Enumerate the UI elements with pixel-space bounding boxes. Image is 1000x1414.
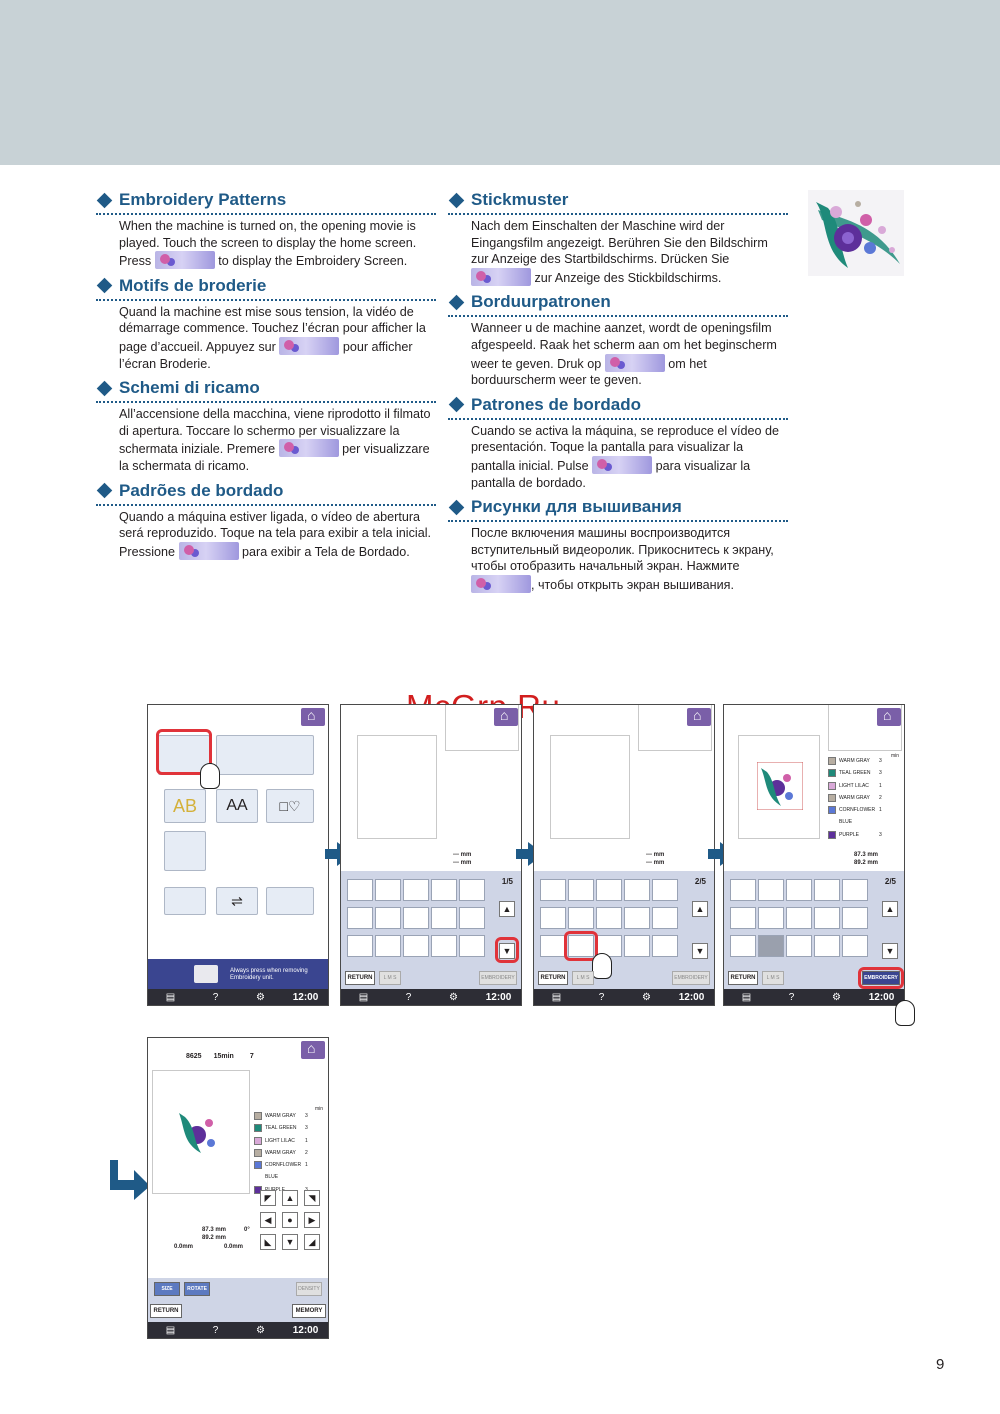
thread-color-swatch: [254, 1124, 262, 1132]
thread-list: [254, 1110, 308, 1196]
section-embroidery-patterns: [96, 190, 436, 270]
time-remaining: 15min: [213, 1053, 234, 1060]
thread-name: WARM GRAY: [839, 794, 870, 801]
section-body-end: to display the Embroidery Screen.: [218, 254, 408, 269]
card-reader-key[interactable]: [164, 887, 206, 915]
move-down-button[interactable]: ▼: [282, 1234, 298, 1250]
embroidery-edit-key[interactable]: [216, 735, 314, 775]
thread-stop-count: 1: [879, 807, 882, 814]
thread-name: LIGHT LILAC: [839, 782, 869, 789]
usb-key[interactable]: ⇌: [216, 887, 258, 915]
thread-stop-count: 1: [879, 782, 882, 789]
thread-name: CORNFLOWER BLUE: [265, 1162, 302, 1181]
thread-name: WARM GRAY: [265, 1113, 296, 1119]
pattern-cell[interactable]: [652, 879, 678, 901]
pattern-preview-icon: [175, 1107, 225, 1157]
pattern-cell[interactable]: [624, 907, 650, 929]
thread-color-swatch: [828, 757, 836, 765]
help-button[interactable]: ?: [598, 991, 605, 1003]
section-heading: Motifs de broderie: [119, 275, 267, 295]
section-schemi-di-ricamo: [96, 378, 436, 474]
pattern-cell[interactable]: [786, 907, 812, 929]
pattern-cell[interactable]: [730, 935, 756, 957]
pattern-cell[interactable]: [652, 907, 678, 929]
embroidery-key-icon: [471, 575, 531, 593]
bullet-diamond-icon: [97, 380, 113, 396]
pattern-panel: [534, 871, 714, 989]
highlight-frame: [495, 937, 519, 963]
memory-button[interactable]: MEMORY: [292, 1304, 326, 1318]
thread-stop-count: 3: [879, 758, 882, 764]
embroidery-key-icon: [179, 542, 239, 560]
highlight-frame: [858, 967, 904, 989]
pattern-cell[interactable]: [459, 879, 485, 901]
settings-icon[interactable]: ⚙: [256, 991, 265, 1003]
pattern-cell[interactable]: [814, 907, 840, 929]
edit-panel: [148, 1278, 328, 1324]
preview-area: [152, 1070, 250, 1194]
pattern-cell[interactable]: [758, 879, 784, 901]
text-column-right: [448, 190, 788, 600]
thread-name: TEAL GREEN: [265, 1125, 297, 1132]
section-body: После включения машины воспроизводится вступительный видеоролик. Прикоснитесь к экрану, чтобы отобразить начальный экран. Нажмите: [471, 526, 774, 574]
thread-stop-count: 1: [305, 1137, 308, 1144]
pattern-cell-selected[interactable]: [758, 935, 784, 957]
stitch-count: 8625: [186, 1053, 202, 1060]
size-readout: 87.3 mm 89.2 mm: [202, 1227, 227, 1241]
embroidery-key-icon: [155, 251, 215, 269]
screen-pattern-select-1: [340, 704, 522, 1006]
embroidery-button[interactable]: EMBROIDERY: [479, 971, 517, 985]
page-indicator: 2/5: [884, 877, 896, 886]
scroll-up-button[interactable]: ▲: [882, 901, 898, 917]
pattern-preview-icon: [757, 762, 803, 810]
rotate-button[interactable]: ROTATE: [184, 1282, 210, 1296]
return-button[interactable]: RETURN: [345, 971, 375, 985]
home-button[interactable]: [494, 708, 518, 726]
status-row: [150, 1040, 300, 1060]
pattern-cell[interactable]: [540, 907, 566, 929]
section-body-end: , чтобы открыть экран вышивания.: [531, 577, 734, 592]
move-up-left-button[interactable]: ◤: [260, 1190, 276, 1206]
section-padroes-de-bordado: [96, 481, 436, 561]
page-indicator: 2/5: [694, 877, 706, 886]
move-down-right-button[interactable]: ◢: [304, 1234, 320, 1250]
clock: 12:00: [292, 991, 319, 1003]
pattern-cell[interactable]: [431, 907, 457, 929]
manual-icon[interactable]: ▤: [165, 991, 176, 1003]
pattern-cell[interactable]: [347, 879, 373, 901]
manual-icon[interactable]: ▤: [165, 1324, 176, 1336]
thread-color-swatch: [254, 1149, 262, 1157]
section-heading: Schemi di ricamo: [119, 378, 260, 398]
pointing-hand-icon: [592, 953, 612, 979]
embroidery-button[interactable]: EMBROIDERY: [862, 971, 900, 985]
section-body: Cuando se activa la máquina, se reproduce el vídeo de presentación. Toque la pantalla para visualizar la pantalla inicial. Pulse: [471, 423, 780, 473]
vertical-offset: 0.0mm: [174, 1244, 194, 1250]
screen-pattern-selected: [723, 704, 905, 1006]
return-button[interactable]: RETURN: [728, 971, 758, 985]
section-borduurpatronen: [448, 292, 788, 388]
min-label: min: [890, 753, 899, 759]
section-body: Quand la machine est mise sous tension, la vidéo de démarrage commence. Touchez l’écran pour afficher la page d’accueil. Appuyez sur: [119, 304, 426, 354]
pattern-cell[interactable]: [842, 935, 868, 957]
clock: 12:00: [292, 1324, 319, 1336]
pointing-hand-icon: [895, 1000, 915, 1026]
section-body-end: om het borduurscherm weer te geven.: [471, 356, 707, 388]
header-band: [0, 0, 1000, 165]
thread-row: [828, 755, 882, 767]
section-heading: Stickmuster: [471, 190, 569, 209]
section-body-end: para visualizar la pantalla de bordado.: [471, 458, 751, 490]
flow-arrow-icon: [104, 1160, 152, 1200]
thread-row: [828, 792, 882, 804]
size-readout: --- mm --- mm: [453, 852, 472, 866]
move-left-button[interactable]: ◀: [260, 1212, 276, 1228]
section-patrones-de-bordado: [448, 395, 788, 491]
pointing-hand-icon: [200, 763, 220, 789]
home-button[interactable]: [877, 708, 901, 726]
pattern-cell[interactable]: [347, 907, 373, 929]
help-button[interactable]: ?: [405, 991, 412, 1003]
help-button[interactable]: ?: [788, 991, 795, 1003]
section-body: Nach dem Einschalten der Maschine wird der Eingangsfilm angezeigt. Berühren Sie den Bildschirm zur Anzeige des Startbildschirms. Drücken Sie: [471, 219, 768, 267]
clock: 12:00: [868, 991, 895, 1003]
thread-stop-count: 2: [305, 1149, 308, 1156]
thread-row: [254, 1147, 308, 1159]
pattern-cell[interactable]: [540, 935, 566, 957]
thread-row: [254, 1110, 308, 1122]
pattern-cell[interactable]: [375, 879, 401, 901]
section-heading: Patrones de bordado: [471, 394, 642, 414]
thread-row: [828, 804, 882, 829]
thread-color-swatch: [254, 1137, 262, 1145]
scroll-down-button[interactable]: ▼: [692, 943, 708, 959]
thread-name: WARM GRAY: [265, 1149, 296, 1156]
clock: 12:00: [678, 991, 705, 1003]
taskbar: [148, 1322, 328, 1338]
section-body: Wanneer u de machine aanzet, wordt de openingsfilm afgespeeld. Raak het scherm aan om het beginscherm weer te geven. Druk op: [471, 321, 777, 371]
pattern-key[interactable]: [164, 831, 206, 871]
section-body-end: per visualizzare la schermata di ricamo.: [119, 442, 430, 473]
thread-stop-count: 1: [305, 1162, 308, 1169]
floral-pattern-icon: [808, 190, 904, 276]
thread-color-swatch: [254, 1112, 262, 1120]
scroll-up-button[interactable]: ▲: [499, 901, 515, 917]
thread-row: [828, 767, 882, 779]
section-stickmuster: [448, 190, 788, 286]
pattern-cell[interactable]: [375, 935, 401, 957]
pattern-cell[interactable]: [652, 935, 678, 957]
embroidery-key-icon: [471, 268, 531, 286]
pattern-cell[interactable]: [459, 907, 485, 929]
thread-list: [828, 755, 882, 841]
section-heading: Borduurpatronen: [471, 292, 611, 312]
preview-area: [550, 735, 630, 839]
pattern-cell[interactable]: [431, 879, 457, 901]
size-button[interactable]: SIZE: [154, 1282, 180, 1296]
move-up-button[interactable]: ▲: [282, 1190, 298, 1206]
pattern-cell[interactable]: [403, 907, 429, 929]
pattern-panel: [724, 871, 904, 989]
section-motifs-de-broderie: [96, 276, 436, 372]
page-indicator: 1/5: [501, 877, 513, 886]
bullet-diamond-icon: [449, 499, 465, 515]
frame-key[interactable]: □♡: [266, 789, 314, 823]
alphabet-key[interactable]: AB: [164, 789, 206, 823]
thread-name: PURPLE: [839, 831, 860, 838]
thread-stop-count: 3: [305, 1125, 308, 1132]
pattern-cell[interactable]: [624, 879, 650, 901]
scroll-down-button[interactable]: ▼: [882, 943, 898, 959]
font-key[interactable]: AA: [216, 789, 258, 823]
return-button[interactable]: RETURN: [150, 1304, 182, 1318]
section-heading: Рисунки для вышивания: [471, 497, 682, 517]
pattern-cell[interactable]: [568, 907, 594, 929]
section-heading: Embroidery Patterns: [119, 190, 287, 209]
thread-row: [254, 1122, 308, 1134]
thread-color-swatch: [254, 1161, 262, 1169]
thread-name: WARM GRAY: [839, 758, 870, 764]
taskbar: [341, 989, 521, 1005]
pattern-cell[interactable]: [403, 879, 429, 901]
pattern-cell[interactable]: [786, 935, 812, 957]
thread-stop-count: 2: [879, 794, 882, 801]
section-body: When the machine is turned on, the opening movie is played. Touch the screen to display the home screen. Press: [119, 219, 417, 269]
scroll-up-button[interactable]: ▲: [692, 901, 708, 917]
text-column-left: [96, 190, 436, 566]
embroidery-key-icon: [279, 337, 339, 355]
pattern-cell[interactable]: [842, 907, 868, 929]
section-body: All’accensione della macchina, viene riprodotto il filmato di apertura. Toccare lo schermo per visualizzare la schermata iniziale. Premere: [119, 407, 431, 457]
pattern-cell[interactable]: [730, 907, 756, 929]
settings-icon[interactable]: ⚙: [642, 991, 651, 1003]
rotation-angle: 0°: [244, 1227, 250, 1233]
manual-icon[interactable]: ▤: [741, 991, 752, 1003]
help-button[interactable]: ?: [212, 991, 219, 1003]
help-button[interactable]: ?: [212, 1324, 219, 1336]
thread-row: [828, 780, 882, 792]
screen-embroidery-edit: [147, 1037, 329, 1339]
move-up-right-button[interactable]: ◥: [304, 1190, 320, 1206]
pattern-cell[interactable]: [758, 907, 784, 929]
density-button[interactable]: DENSITY: [296, 1282, 322, 1296]
thread-name: CORNFLOWER BLUE: [839, 807, 876, 826]
embroidery-button[interactable]: EMBROIDERY: [672, 971, 710, 985]
section-body-end: pour afficher l’écran Broderie.: [119, 339, 413, 371]
horizontal-offset: 0.0mm: [224, 1244, 244, 1250]
pattern-cell[interactable]: [814, 879, 840, 901]
lms-button[interactable]: L M S: [379, 971, 401, 985]
pattern-cell[interactable]: [730, 879, 756, 901]
thread-name: LIGHT LILAC: [265, 1137, 295, 1144]
lms-button[interactable]: L M S: [572, 971, 594, 985]
section-body-end: para exibir a Tela de Bordado.: [242, 544, 410, 559]
bullet-diamond-icon: [97, 278, 113, 294]
bullet-diamond-icon: [97, 483, 113, 499]
pattern-cell[interactable]: [842, 879, 868, 901]
settings-icon[interactable]: ⚙: [832, 991, 841, 1003]
thread-row: [828, 829, 882, 841]
pattern-cell[interactable]: [375, 907, 401, 929]
pattern-cell[interactable]: [596, 907, 622, 929]
bullet-diamond-icon: [97, 192, 113, 208]
taskbar: [148, 989, 328, 1005]
section-body: Quando a máquina estiver ligada, o vídeo de abertura será reproduzido. Toque na tela para exibir a tela inicial. Pressione: [119, 509, 432, 559]
thread-row: [254, 1159, 308, 1184]
embroidery-key-icon: [279, 439, 339, 457]
taskbar: [724, 989, 904, 1005]
pattern-cell[interactable]: [596, 879, 622, 901]
thread-color-swatch: [828, 831, 836, 839]
bullet-diamond-icon: [449, 295, 465, 311]
pattern-cell[interactable]: [540, 879, 566, 901]
bullet-diamond-icon: [449, 397, 465, 413]
min-label: min: [314, 1106, 323, 1112]
manual-icon[interactable]: ▤: [358, 991, 369, 1003]
preview-area: [738, 735, 820, 839]
embroidery-key-icon: [605, 354, 665, 372]
home-button[interactable]: [301, 1041, 325, 1059]
pattern-cell[interactable]: [347, 935, 373, 957]
lms-button[interactable]: L M S: [762, 971, 784, 985]
move-center-button[interactable]: ●: [282, 1212, 298, 1228]
size-readout: 87.3 mm 89.2 mm: [854, 852, 879, 866]
preview-area: [357, 735, 437, 839]
return-button[interactable]: RETURN: [538, 971, 568, 985]
pattern-cell[interactable]: [459, 935, 485, 957]
embroidery-unit-icon: [194, 965, 218, 983]
section-heading: Padrões de bordado: [119, 480, 284, 500]
embroidery-key-icon: [592, 456, 652, 474]
pattern-cell[interactable]: [814, 935, 840, 957]
message-bar: Always press when removing Embroidery unit.: [148, 959, 328, 989]
thread-color-swatch: [828, 769, 836, 777]
settings-icon[interactable]: ⚙: [449, 991, 458, 1003]
color-count: 7: [249, 1053, 254, 1060]
embroidery-pattern-thumbnail: [808, 190, 904, 276]
pattern-panel: [341, 871, 521, 989]
thread-stop-count: 3: [879, 831, 882, 838]
home-button[interactable]: [687, 708, 711, 726]
pattern-cell[interactable]: [568, 879, 594, 901]
thread-row: [254, 1135, 308, 1147]
move-down-left-button[interactable]: ◣: [260, 1234, 276, 1250]
section-body-end: zur Anzeige des Stickbildschirms.: [534, 270, 722, 285]
move-right-button[interactable]: ▶: [304, 1212, 320, 1228]
page-number: 9: [936, 1356, 945, 1373]
thread-name: TEAL GREEN: [839, 770, 871, 777]
thread-color-swatch: [828, 782, 836, 790]
screen-pattern-select-2: [533, 704, 715, 1006]
screen-home: [147, 704, 329, 1006]
taskbar: [534, 989, 714, 1005]
scroll-down-button[interactable]: ▼: [499, 943, 515, 959]
settings-icon[interactable]: ⚙: [256, 1324, 265, 1336]
manual-icon[interactable]: ▤: [551, 991, 562, 1003]
thread-stop-count: 3: [879, 770, 882, 777]
computer-key[interactable]: [266, 887, 314, 915]
thread-stop-count: 3: [305, 1113, 308, 1119]
thread-color-swatch: [828, 806, 836, 814]
pattern-cell[interactable]: [403, 935, 429, 957]
bullet-diamond-icon: [449, 192, 465, 208]
pattern-cell[interactable]: [786, 879, 812, 901]
pattern-cell[interactable]: [431, 935, 457, 957]
home-button[interactable]: [301, 708, 325, 726]
pattern-cell[interactable]: [624, 935, 650, 957]
clock: 12:00: [485, 991, 512, 1003]
thread-color-swatch: [828, 794, 836, 802]
size-readout: --- mm --- mm: [646, 852, 665, 866]
section-risunki: [448, 497, 788, 593]
